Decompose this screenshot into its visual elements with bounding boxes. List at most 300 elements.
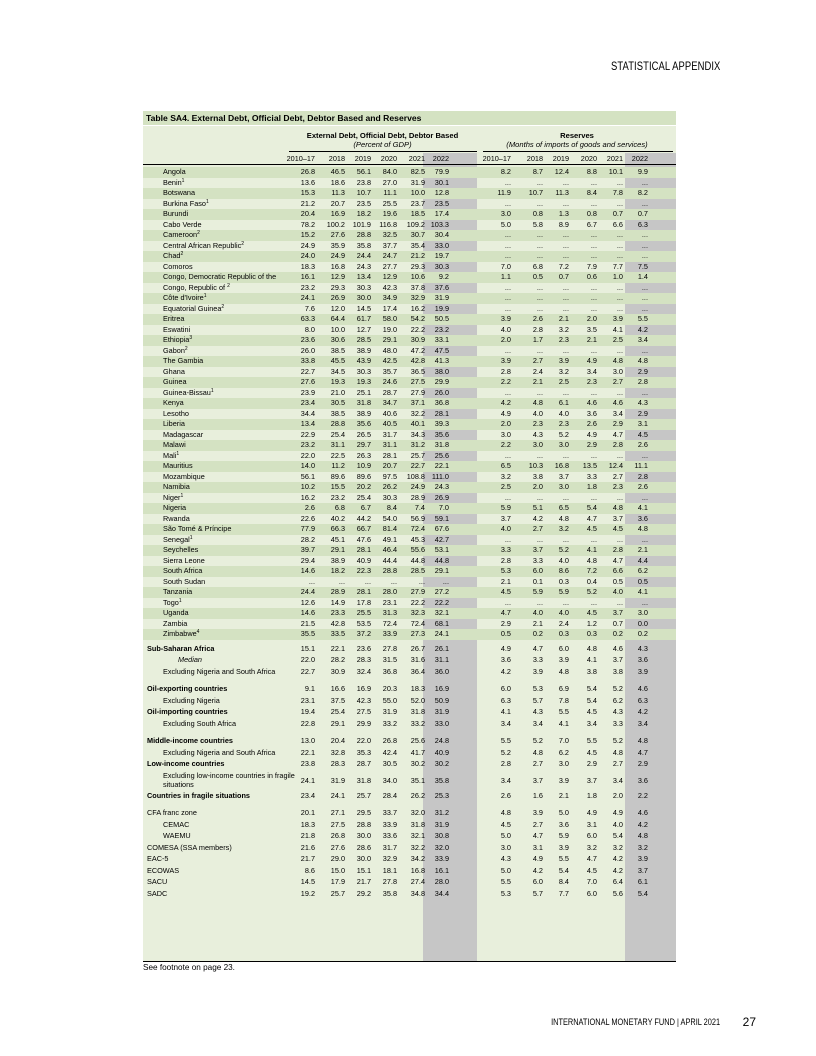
reserves-group-subtitle: (Months of imports of goods and services)	[506, 140, 648, 149]
debt-value: 23.8	[356, 177, 371, 187]
table-row	[143, 314, 676, 325]
debt-value: 43.9	[356, 356, 371, 365]
table-row	[143, 451, 676, 462]
reserves-value: ...	[536, 492, 543, 502]
country-name: Liberia	[163, 419, 185, 428]
reserves-value: ...	[641, 534, 648, 544]
table-row	[143, 503, 676, 514]
reserves-value: ...	[616, 492, 623, 502]
debt-value: 23.2	[300, 282, 315, 292]
reserves-value: ...	[504, 177, 511, 187]
debt-value: 25.7	[330, 888, 345, 898]
debt-value: 24.1	[330, 790, 345, 800]
debt-value: 32.3	[410, 608, 425, 617]
debt-value: 34.3	[410, 429, 425, 439]
debt-value: 29.7	[356, 440, 371, 449]
aggregate-label: Countries in fragile situations	[147, 790, 250, 800]
reserves-value: 4.3	[637, 643, 648, 653]
debt-value: 12.7	[356, 324, 371, 334]
reserves-value: ...	[590, 387, 597, 397]
reserves-value: 4.7	[586, 513, 597, 523]
debt-value: ...	[442, 576, 449, 586]
reserves-value: 0.2	[637, 629, 648, 638]
reserves-value: 0.0	[637, 618, 648, 628]
reserves-value: 7.8	[558, 695, 569, 705]
reserves-value: ...	[590, 534, 597, 544]
reserves-value: 2.8	[500, 366, 511, 376]
country-name: Congo, Republic of	[163, 282, 228, 292]
table-row	[143, 335, 676, 346]
reserves-value: 3.4	[612, 408, 623, 418]
reserves-value: 4.7	[612, 429, 623, 439]
running-header: STATISTICAL APPENDIX	[610, 61, 720, 73]
table-row	[143, 293, 676, 304]
country-name: Rwanda	[163, 513, 190, 523]
debt-value: 24.1	[434, 629, 449, 638]
debt-value: 25.3	[434, 790, 449, 800]
country-label	[163, 283, 230, 294]
reserves-value: ...	[641, 230, 648, 239]
debt-value: 27.5	[356, 707, 371, 716]
reserves-value: 4.9	[586, 808, 597, 817]
reserves-value: 5.2	[558, 429, 569, 439]
country-name: Mozambique	[163, 471, 205, 481]
country-label	[163, 346, 188, 357]
debt-value: 29.2	[356, 888, 371, 898]
country-label	[163, 167, 186, 178]
reserves-value: 7.2	[586, 566, 597, 575]
debt-value: 30.5	[382, 759, 397, 768]
reserves-value: 7.8	[612, 188, 623, 197]
reserves-value: 6.0	[586, 888, 597, 898]
reserves-value: 3.6	[637, 775, 648, 785]
debt-value: 28.1	[356, 545, 371, 554]
reserves-value: 4.9	[586, 429, 597, 439]
aggregate-row	[143, 889, 676, 900]
country-label	[163, 335, 192, 346]
debt-value: 17.4	[382, 303, 397, 313]
debt-value: 27.1	[330, 808, 345, 817]
reserves-value: ...	[616, 303, 623, 313]
header-rule	[143, 164, 676, 165]
debt-value: 18.2	[356, 209, 371, 218]
reserves-value: 1.1	[500, 272, 511, 281]
debt-value: 30.2	[434, 759, 449, 768]
debt-value: 18.6	[330, 177, 345, 187]
reserves-value: 3.1	[532, 842, 543, 852]
footnote-marker: 2	[197, 230, 200, 236]
reserves-value: 2.3	[612, 482, 623, 491]
reserves-value: 4.0	[558, 408, 569, 418]
footnote-marker: 4	[196, 629, 200, 635]
table-row	[143, 440, 676, 451]
country-label	[163, 440, 186, 451]
reserves-value: 4.5	[586, 707, 597, 716]
reserves-value: 6.2	[558, 747, 569, 757]
table-row	[143, 283, 676, 294]
debt-value: 8.4	[386, 503, 397, 512]
aggregate-row	[143, 736, 676, 747]
year-header-debt: 2021	[408, 154, 425, 163]
debt-value: 26.2	[382, 482, 397, 491]
reserves-value: 6.3	[500, 695, 511, 705]
reserves-value: 4.3	[532, 429, 543, 439]
country-name: Burundi	[163, 209, 189, 218]
reserves-value: 6.1	[558, 398, 569, 407]
debt-value: 12.9	[382, 272, 397, 281]
debt-value: 19.4	[300, 707, 315, 716]
debt-group-rule	[289, 151, 477, 152]
reserves-value: 3.0	[500, 429, 511, 439]
debt-value: 45.3	[410, 534, 425, 544]
reserves-value: ...	[504, 303, 511, 313]
country-name: Lesotho	[163, 408, 189, 418]
reserves-value: 6.0	[558, 643, 569, 653]
debt-value: 28.1	[356, 587, 371, 596]
debt-value: 31.6	[410, 655, 425, 664]
debt-value: 27.4	[410, 877, 425, 886]
debt-value: 17.4	[434, 209, 449, 218]
debt-value: 48.0	[382, 345, 397, 355]
debt-value: 36.5	[410, 366, 425, 376]
aggregate-row	[143, 667, 676, 678]
reserves-value: ...	[562, 345, 569, 355]
reserves-value: 3.8	[532, 471, 543, 481]
country-label	[163, 514, 190, 525]
reserves-value: 2.3	[558, 419, 569, 428]
country-name: Angola	[163, 167, 186, 176]
country-name: Comoros	[163, 261, 193, 271]
country-name: Zambia	[163, 618, 188, 628]
reserves-value: 2.3	[558, 335, 569, 344]
reserves-value: 4.5	[586, 608, 597, 617]
debt-value: 40.1	[410, 419, 425, 428]
country-label	[163, 577, 205, 588]
reserves-value: 10.1	[608, 167, 623, 176]
debt-value: 28.3	[356, 655, 371, 664]
reserves-value: 4.2	[637, 819, 648, 829]
debt-value: 11.2	[331, 461, 345, 470]
debt-value: 27.9	[410, 387, 425, 397]
aggregate-row	[143, 707, 676, 718]
table-row	[143, 577, 676, 588]
reserves-value: 3.4	[500, 718, 511, 728]
debt-value: 16.8	[410, 865, 425, 875]
reserves-value: ...	[504, 293, 511, 302]
reserves-value: ...	[536, 303, 543, 313]
reserves-value: 3.0	[637, 608, 648, 617]
reserves-value: 7.7	[558, 888, 569, 898]
reserves-value: ...	[562, 230, 569, 239]
reserves-value: ...	[536, 387, 543, 397]
debt-value: 40.6	[382, 408, 397, 418]
debt-value: 31.9	[410, 177, 425, 187]
reserves-value: 8.6	[558, 566, 569, 575]
debt-value: 22.3	[356, 566, 371, 575]
reserves-value: ...	[590, 450, 597, 460]
debt-value: 47.5	[434, 345, 449, 355]
debt-value: 32.9	[382, 854, 397, 863]
reserves-value: 11.3	[555, 188, 569, 197]
debt-value: 33.2	[410, 718, 425, 728]
country-label	[163, 566, 202, 577]
debt-value: 18.2	[330, 566, 345, 575]
reserves-value: 5.5	[637, 314, 648, 323]
reserves-value: 2.8	[612, 545, 623, 554]
debt-value: 24.1	[300, 293, 315, 302]
country-label	[163, 419, 185, 430]
reserves-value: 3.2	[637, 842, 648, 852]
debt-value: 41.3	[434, 356, 449, 365]
country-name: Guinea-Bissau	[163, 387, 211, 397]
table-row	[143, 619, 676, 630]
aggregate-row	[143, 748, 676, 759]
debt-value: 26.9	[330, 293, 345, 302]
reserves-value: 5.4	[586, 503, 597, 512]
debt-value: 16.1	[434, 865, 449, 875]
debt-value: 31.8	[410, 819, 425, 829]
reserves-value: 3.3	[586, 471, 597, 481]
debt-value: 29.9	[434, 377, 449, 386]
debt-value: 11.1	[383, 188, 397, 197]
debt-value: 28.2	[300, 534, 315, 544]
table-row	[143, 220, 676, 231]
debt-value: 33.8	[300, 356, 315, 365]
reserves-value: 4.0	[500, 324, 511, 334]
debt-value: 28.8	[382, 566, 397, 575]
reserves-value: 3.9	[558, 655, 569, 664]
footnote-marker: 2	[180, 251, 184, 257]
reserves-value: 5.7	[532, 695, 543, 705]
debt-value: 30.4	[434, 230, 449, 239]
footnote-marker: 1	[189, 534, 193, 541]
table-row	[143, 419, 676, 430]
footnote-marker: 1	[206, 198, 209, 205]
table-row	[143, 608, 676, 619]
reserves-value: 4.2	[612, 854, 623, 863]
debt-value: 42.4	[382, 747, 397, 757]
debt-value: 97.5	[382, 471, 397, 481]
reserves-value: 4.7	[586, 854, 597, 863]
reserves-value: 2.6	[500, 790, 511, 800]
reserves-value: 3.9	[500, 314, 511, 323]
reserves-value: 7.0	[500, 261, 511, 271]
aggregate-row	[143, 771, 676, 791]
debt-value: 33.5	[330, 629, 345, 638]
debt-value: 10.0	[410, 188, 425, 197]
aggregate-row	[143, 866, 676, 877]
debt-value: 100.2	[326, 219, 345, 229]
reserves-value: 2.6	[637, 440, 648, 449]
reserves-value: 3.9	[637, 854, 648, 863]
debt-value: ...	[308, 576, 315, 586]
debt-value: 37.1	[410, 398, 425, 407]
debt-value: 32.1	[434, 608, 449, 617]
debt-value: 72.4	[382, 618, 397, 628]
debt-value: 29.1	[382, 335, 397, 344]
debt-value: 18.3	[300, 261, 315, 271]
debt-value: 31.9	[434, 293, 449, 302]
aggregate-label: Excluding Nigeria	[163, 695, 220, 705]
debt-value: 25.7	[410, 450, 425, 460]
country-name: Namibia	[163, 482, 190, 491]
debt-value: 29.4	[300, 555, 315, 565]
country-label	[163, 356, 203, 367]
reserves-value: 5.5	[500, 736, 511, 745]
reserves-value: 5.9	[500, 503, 511, 512]
reserves-value: 3.7	[637, 865, 648, 875]
reserves-value: 2.5	[612, 335, 623, 344]
reserves-value: 3.9	[558, 842, 569, 852]
reserves-value: 3.8	[612, 666, 623, 676]
country-name: Madagascar	[163, 429, 204, 439]
debt-value: 30.3	[356, 366, 371, 376]
reserves-value: 13.5	[582, 461, 597, 470]
debt-value: 38.5	[330, 345, 345, 355]
reserves-value: 3.8	[586, 666, 597, 676]
debt-value: 29.9	[356, 718, 371, 728]
table-row	[143, 493, 676, 504]
debt-value: 79.9	[434, 167, 449, 176]
reserves-value: 4.8	[612, 356, 623, 365]
debt-value: 37.2	[356, 629, 371, 638]
debt-value: 15.5	[330, 482, 345, 491]
debt-value: 38.5	[330, 408, 345, 418]
aggregate-row	[143, 854, 676, 865]
reserves-value: 5.0	[500, 219, 511, 229]
debt-value: 12.8	[434, 188, 449, 197]
debt-value: 27.6	[330, 842, 345, 852]
reserves-value: ...	[562, 251, 569, 260]
debt-value: 24.6	[382, 377, 397, 386]
reserves-value: 2.8	[637, 471, 648, 481]
reserves-value: 4.0	[558, 608, 569, 617]
reserves-value: 3.2	[558, 524, 569, 533]
reserves-value: 2.9	[612, 419, 623, 428]
reserves-value: 4.0	[612, 819, 623, 829]
debt-value: 66.7	[356, 524, 371, 533]
reserves-value: 4.3	[637, 398, 648, 407]
reserves-group-rule	[483, 151, 673, 152]
debt-value: 16.8	[330, 261, 345, 271]
reserves-value: 4.1	[637, 503, 648, 512]
aggregate-row	[143, 719, 676, 730]
country-label	[163, 451, 179, 462]
debt-value: 24.4	[356, 251, 371, 260]
debt-value: 41.7	[410, 747, 425, 757]
footnote-marker: 2	[184, 345, 188, 352]
reserves-value: ...	[590, 177, 597, 187]
debt-value: 59.1	[434, 513, 449, 523]
footnote-marker: 1	[203, 293, 207, 299]
reserves-value: ...	[504, 597, 511, 607]
reserves-value: 4.9	[532, 854, 543, 863]
debt-value: 30.9	[330, 666, 345, 676]
reserves-value: 2.7	[612, 377, 623, 386]
reserves-value: ...	[641, 492, 648, 502]
reserves-value: 5.4	[612, 831, 623, 840]
reserves-value: 3.2	[558, 366, 569, 376]
debt-value: 23.7	[410, 198, 425, 208]
reserves-value: ...	[641, 303, 648, 313]
debt-value: 32.4	[356, 666, 371, 676]
reserves-value: 3.7	[558, 471, 569, 481]
debt-value: 37.6	[434, 282, 449, 292]
reserves-value: 0.2	[532, 629, 543, 638]
reserves-value: 4.7	[532, 643, 543, 653]
aggregate-label: Median	[178, 655, 202, 664]
debt-value: 25.4	[356, 492, 371, 502]
reserves-value: 0.5	[637, 576, 648, 586]
debt-value: 16.1	[300, 272, 315, 281]
reserves-value: 3.7	[612, 513, 623, 523]
reserves-value: 4.4	[637, 555, 648, 565]
reserves-value: 4.7	[612, 555, 623, 565]
reserves-value: 4.5	[500, 587, 511, 596]
reserves-value: ...	[504, 282, 511, 292]
reserves-value: 3.9	[558, 356, 569, 365]
debt-value: 28.3	[330, 759, 345, 768]
table-row	[143, 346, 676, 357]
debt-value: 20.2	[356, 482, 371, 491]
debt-value: 24.8	[434, 736, 449, 745]
table-row	[143, 524, 676, 535]
country-label	[163, 209, 188, 220]
country-name: Mali	[163, 450, 177, 460]
reserves-value: 2.5	[500, 482, 511, 491]
debt-value: 64.4	[330, 314, 345, 323]
debt-value: 16.6	[330, 684, 345, 693]
debt-value: 29.3	[410, 261, 425, 271]
debt-value: 34.9	[382, 293, 397, 302]
debt-value: 21.5	[300, 618, 315, 628]
reserves-value: ...	[562, 303, 569, 313]
table-row	[143, 566, 676, 577]
debt-value: 111.0	[431, 471, 449, 481]
table-row	[143, 461, 676, 472]
reserves-value: 3.0	[612, 366, 623, 376]
debt-value: 55.0	[382, 695, 397, 705]
debt-value: 31.7	[382, 842, 397, 852]
debt-value: 23.1	[382, 597, 397, 607]
country-name: Kenya	[163, 398, 184, 407]
reserves-value: 11.9	[497, 188, 511, 197]
reserves-value: 3.6	[637, 513, 648, 523]
debt-value: 28.8	[356, 230, 371, 239]
debt-value: 13.4	[356, 272, 371, 281]
reserves-value: ...	[536, 597, 543, 607]
reserves-value: 5.0	[500, 865, 511, 875]
country-name: Cabo Verde	[163, 219, 202, 229]
reserves-value: 4.5	[500, 819, 511, 829]
reserves-value: ...	[536, 177, 543, 187]
debt-value: 56.9	[410, 513, 425, 523]
reserves-value: 4.2	[500, 666, 511, 676]
reserves-value: ...	[590, 230, 597, 239]
reserves-value: ...	[616, 177, 623, 187]
debt-value: 32.5	[382, 230, 397, 239]
debt-value: 34.4	[300, 408, 315, 418]
debt-value: 32.8	[330, 747, 345, 757]
debt-value: 37.8	[410, 282, 425, 292]
reserves-value: ...	[641, 198, 648, 208]
reserves-value: 5.0	[500, 831, 511, 840]
debt-value: 35.7	[382, 366, 397, 376]
reserves-value: 3.7	[612, 655, 623, 664]
debt-value: 14.9	[330, 597, 345, 607]
debt-value: 89.6	[330, 471, 345, 481]
reserves-value: ...	[536, 198, 543, 208]
